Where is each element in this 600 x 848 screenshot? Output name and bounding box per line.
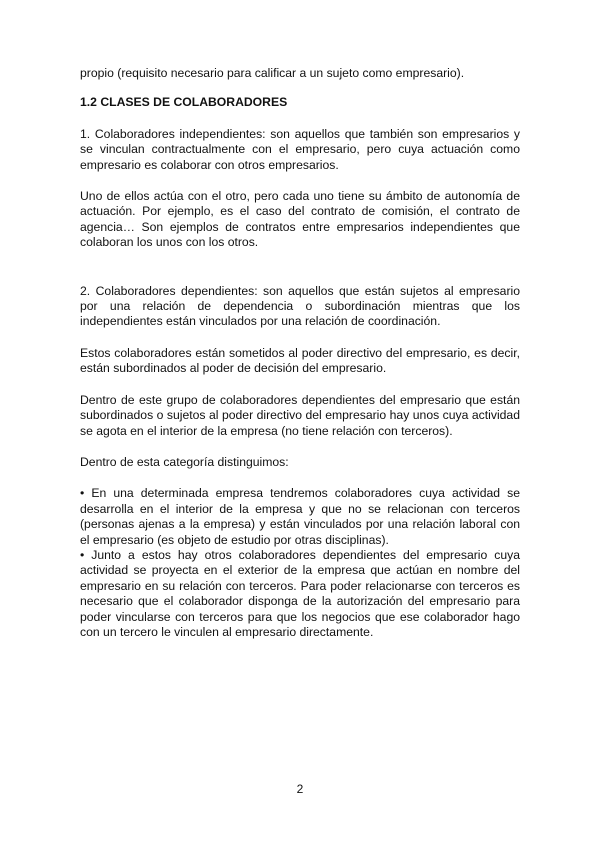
bullet-internal-employees: • En una determinada empresa tendremos colaboradores cuya actividad se desarrolla en el interior de la empresa y que no se relacionan con terceros (personas ajenas a la empresa) y están vinculados por una relación laboral con el empresario (es objeto de estudio por otras disciplinas). [80,486,520,547]
intro-line: propio (requisito necesario para calificar a un sujeto como empresario). [80,66,465,80]
bullet-external-representatives: • Junto a estos hay otros colaboradores dependientes del empresario cuya actividad se proyecta en el exterior de la empresa que actúan en nombre del empresario en su relación con terceros. Para poder relacionarse con terceros es necesario que el colaborador disponga de la autorización del empresario para poder vincularse con terceros para que los negocios que ese colaborador hago con un tercero le vinculen al empresario directamente. [80,547,520,639]
paragraph-internal-activity: Dentro de este grupo de colaboradores dependientes del empresario que están subordinados o sujetos al poder directivo del empresario hay unos cuya actividad se agota en el interior de la empresa (no tiene relación con terceros). [80,392,520,438]
page-number: 2 [296,782,304,796]
section-title: 1.2 CLASES DE COLABORADORES [80,95,288,110]
paragraph-independent-collaborators: 1. Colaboradores independientes: son aquellos que también son empresarios y se vinculan contractualmente con el empresario, pero cuya actuación como empresario es colaborar con otros empresarios. [80,126,520,172]
paragraph-directive-power: Estos colaboradores están sometidos al poder directivo del empresario, es decir, están subordinados al poder de decisión del empresario. [80,345,520,376]
paragraph-dependent-collaborators: 2. Colaboradores dependientes: son aquellos que están sujetos al empresario por una relación de dependencia o subordinación mientras que los independientes están vinculados por una relación de coordinación. [80,283,520,329]
document-body [80,66,520,640]
paragraph-autonomy-example: Uno de ellos actúa con el otro, pero cada uno tiene su ámbito de autonomía de actuación. Por ejemplo, es el caso del contrato de comisión, el contrato de agencia… Son ejemplos de contratos entre empresarios independientes que colaboran los unos con los otros. [80,189,520,250]
paragraph-category-distinction: Dentro de esta categoría distinguimos: [80,454,289,469]
